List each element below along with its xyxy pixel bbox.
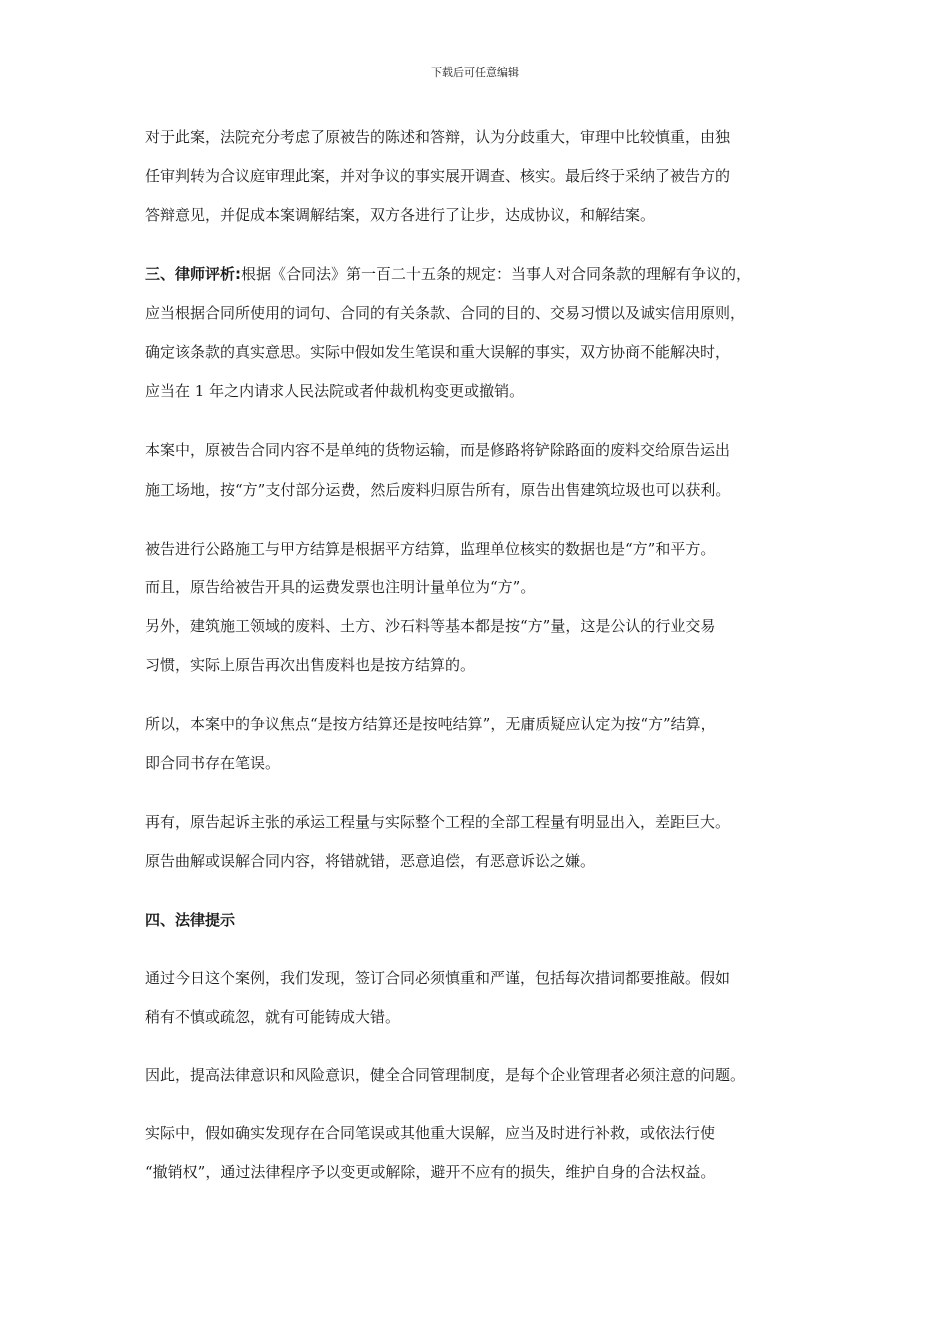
paragraph-line: 因此，提高法律意识和风险意识，健全合同管理制度，是每个企业管理者必须注意的问题。 <box>145 1066 746 1084</box>
paragraph-line: 习惯，实际上原告再次出售废料也是按方结算的。 <box>145 656 476 674</box>
paragraph-line: 本案中，原被告合同内容不是单纯的货物运输，而是修路将铲除路面的废料交给原告运出 <box>145 441 731 459</box>
paragraph-line: 原告曲解或误解合同内容，将错就错，恶意追偿，有恶意诉讼之嫌。 <box>145 852 596 870</box>
paragraph-line: 应当在 1 年之内请求人民法院或者仲裁机构变更或撤销。 <box>145 382 525 400</box>
paragraph-line: 所以，本案中的争议焦点“是按方结算还是按吨结算”，无庸质疑应认定为按“方”结算， <box>145 715 716 733</box>
paragraph-line: 确定该条款的真实意思。实际中假如发生笔误和重大误解的事实，双方协商不能解决时， <box>145 343 731 361</box>
page-header: 下载后可任意编辑 <box>431 66 519 79</box>
paragraph-line: 即合同书存在笔误。 <box>145 754 281 772</box>
section-heading-lawyer-analysis: 三、律师评析: <box>145 265 241 283</box>
paragraph-line: 对于此案，法院充分考虑了原被告的陈述和答辩，认为分歧重大，审理中比较慎重，由独 <box>145 128 731 146</box>
paragraph-line: 而且，原告给被告开具的运费发票也注明计量单位为“方”。 <box>145 578 536 596</box>
section-heading-legal-tips: 四、法律提示 <box>145 911 236 929</box>
paragraph-text: 根据《合同法》第一百二十五条的规定：当事人对合同条款的理解有争议的， <box>241 265 752 283</box>
paragraph-line: 答辩意见，并促成本案调解结案，双方各进行了让步，达成协议，和解结案。 <box>145 206 656 224</box>
paragraph-line: 任审判转为合议庭审理此案，并对争议的事实展开调查、核实。最后终于采纳了被告方的 <box>145 167 731 185</box>
paragraph-line: 被告进行公路施工与甲方结算是根据平方结算，监理单位核实的数据也是“方”和平方。 <box>145 540 716 558</box>
paragraph-line: 稍有不慎或疏忽，就有可能铸成大错。 <box>145 1008 401 1026</box>
paragraph-line: 实际中，假如确实发现存在合同笔误或其他重大误解，应当及时进行补救，或依法行使 <box>145 1124 716 1142</box>
paragraph-line: “撤销权”，通过法律程序予以变更或解除，避开不应有的损失，维护自身的合法权益。 <box>145 1163 716 1181</box>
paragraph-line: 施工场地，按“方”支付部分运费，然后废料归原告所有，原告出售建筑垃圾也可以获利。 <box>145 481 731 499</box>
paragraph-line <box>145 262 825 286</box>
paragraph-line: 通过今日这个案例，我们发现，签订合同必须慎重和严谨，包括每次措词都要推敲。假如 <box>145 969 731 987</box>
paragraph-line: 应当根据合同所使用的词句、合同的有关条款、合同的目的、交易习惯以及诚实信用原则， <box>145 304 746 322</box>
paragraph-line: 另外，建筑施工领域的废料、土方、沙石料等基本都是按“方”量，这是公认的行业交易 <box>145 617 716 635</box>
paragraph-line: 再有，原告起诉主张的承运工程量与实际整个工程的全部工程量有明显出入，差距巨大。 <box>145 813 731 831</box>
